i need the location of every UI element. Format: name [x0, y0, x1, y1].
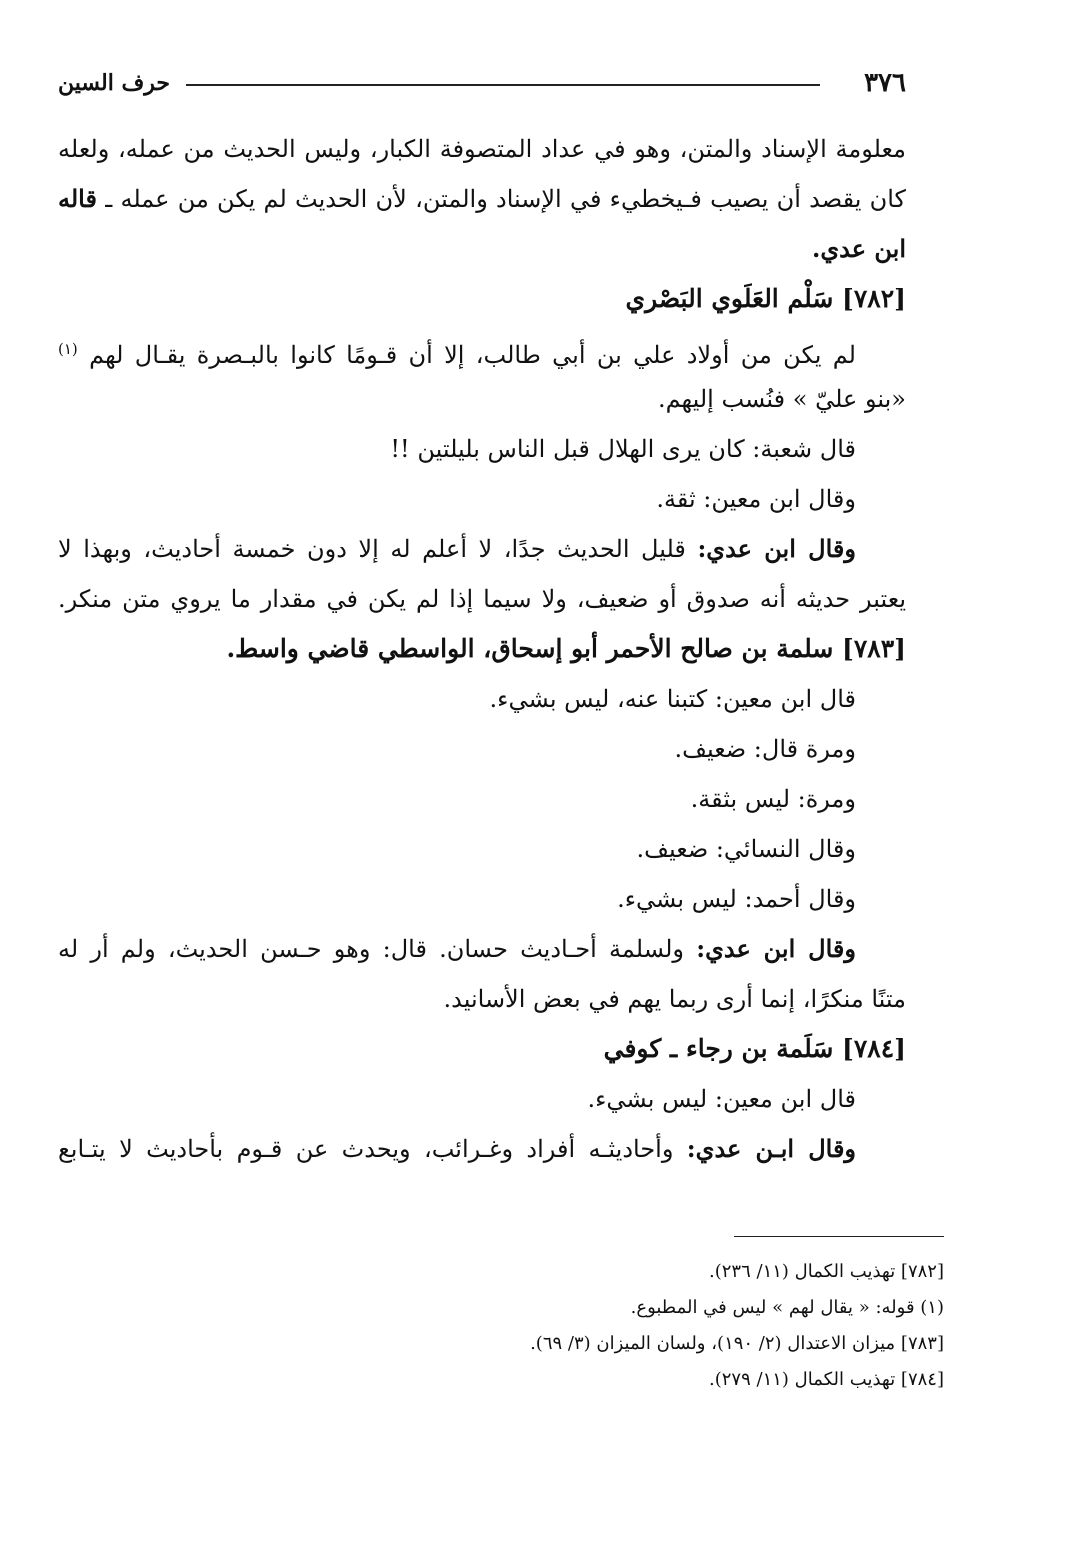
text-line: وقال النسائي: ضعيف. — [636, 835, 856, 863]
header-rule — [186, 84, 820, 86]
footnote-separator — [734, 1236, 944, 1237]
footnote-item: [٧٨٣] ميزان الاعتدال (٢/ ١٩٠)، ولسان الميزان (٣/ ٦٩). — [530, 1333, 944, 1354]
footnote-item: (١) قوله: « يقال لهم » ليس في المطبوع. — [630, 1297, 944, 1318]
text-segment: وأحاديثـه أفراد وغـرائب، ويحدث عن قـوم بأحاديث لا يتـابع — [58, 1135, 687, 1163]
text-line: قال ابن معين: كتبنا عنه، ليس بشيء. — [489, 685, 856, 713]
text-line: ابن عدي. — [811, 234, 906, 263]
text-line: متنًا منكرًا، إنما أرى ربما يهم في بعض الأسانيد. — [443, 985, 906, 1013]
text-line — [58, 1124, 906, 1174]
text-segment: لم يكن من أولاد علي بن أبي طالب، إلا أن قـومًا كانوا بالبـصرة يقـال لهم — [89, 341, 856, 369]
page-header — [58, 68, 906, 108]
text-line: وقال ابن معين: ثقة. — [656, 485, 856, 513]
text-line: يعتبر حديثه أنه صدوق أو ضعيف، ولا سيما إذا لم يكن في مقدار ما يروي متن منكر. — [58, 585, 906, 613]
entry-heading-782: [٧٨٢] سَلْم العَلَوي البَصْري — [625, 284, 906, 313]
footnote-ref: (١) — [58, 340, 78, 358]
running-head: حرف السين — [58, 70, 171, 96]
text-line — [58, 324, 906, 374]
speaker-bold: وقال ابن عدي: — [697, 534, 856, 563]
text-segment: قليل الحديث جدًا، لا أعلم له إلا دون خمسة أحاديث، وبهذا لا — [58, 535, 698, 563]
speaker-bold: وقال ابن عدي: — [696, 934, 856, 963]
footnote-item: [٧٨٤] تهذيب الكمال (١١/ ٢٧٩). — [709, 1369, 944, 1390]
text-line: ومرة: ليس بثقة. — [690, 785, 856, 813]
text-segment: كان يقصد أن يصيب فـيخطيء في الإسناد والمتن، لأن الحديث لم يكن من عمله ـ — [96, 185, 906, 213]
entry-heading-783: [٧٨٣] سلمة بن صالح الأحمر أبو إسحاق، الواسطي قاضي واسط. — [226, 634, 906, 663]
text-line: «بنو عليّ » فنُسب إليهم. — [657, 385, 906, 413]
text-line — [58, 174, 906, 224]
text-segment: ولسلمة أحـاديث حسان. قال: وهو حـسن الحديث، ولم أر له — [58, 935, 697, 963]
text-line: وقال أحمد: ليس بشيء. — [617, 885, 856, 913]
text-line — [58, 924, 906, 974]
page-number: ٣٧٦ — [864, 68, 906, 98]
text-line: معلومة الإسناد والمتن، وهو في عداد المتصوفة الكبار، وليس الحديث من عمله، ولعله — [58, 135, 906, 163]
text-line: قال شعبة: كان يرى الهلال قبل الناس بليلتين !! — [390, 435, 856, 463]
text-line: قال ابن معين: ليس بشيء. — [587, 1085, 856, 1113]
attribution-bold: قاله — [58, 184, 97, 213]
text-line — [58, 524, 906, 574]
footnotes — [184, 1254, 944, 1398]
text-line: ومرة قال: ضعيف. — [674, 735, 856, 763]
footnote-item: [٧٨٢] تهذيب الكمال (١١/ ٢٣٦). — [709, 1261, 944, 1282]
speaker-bold: وقال ابـن عدي: — [686, 1134, 857, 1163]
main-text — [58, 124, 906, 1174]
entry-heading-784: [٧٨٤] سَلَمة بن رجاء ـ كوفي — [603, 1034, 906, 1063]
